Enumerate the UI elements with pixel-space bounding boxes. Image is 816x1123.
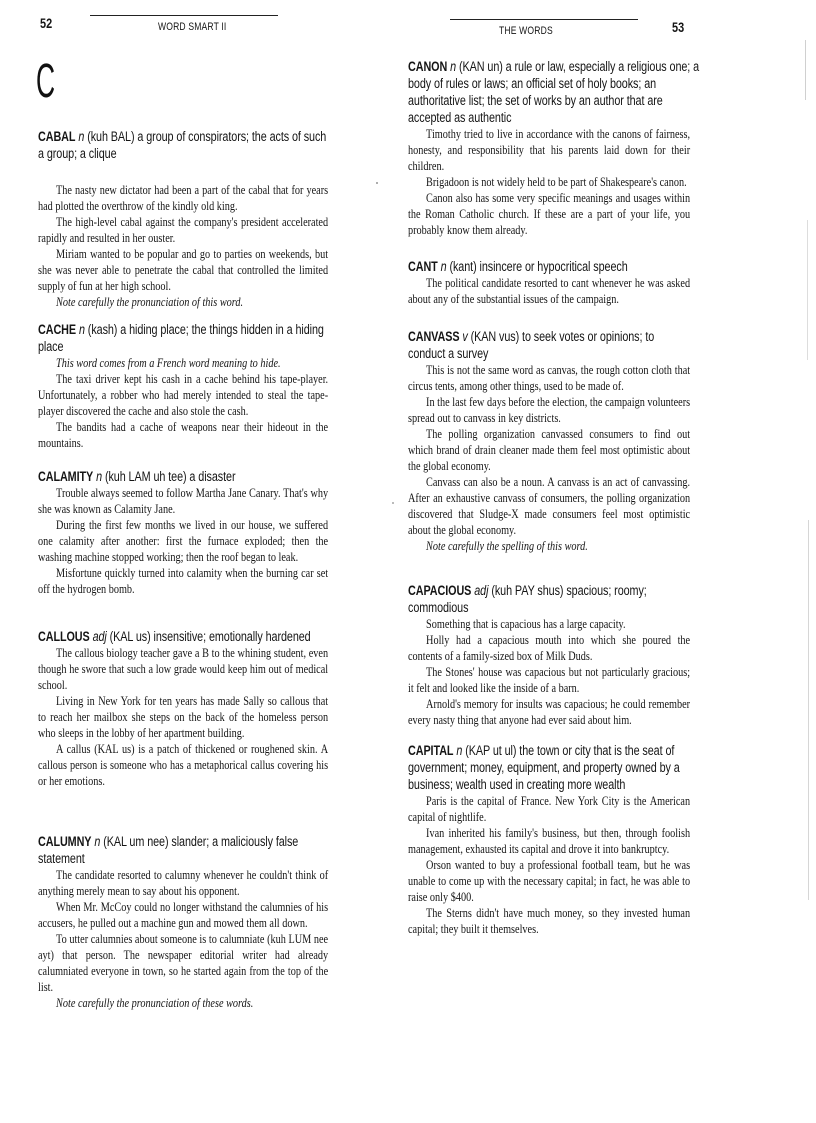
example-paragraph: Arnold's memory for insults was capacious; he could remember every nasty thing that anyone had ever said about him.	[408, 697, 691, 727]
part-of-speech: n	[440, 259, 447, 274]
scan-speck	[807, 220, 808, 360]
entry-calamity	[38, 468, 328, 597]
example-paragraph: During the first few months we lived in our house, we suffered one calamity after another: first the furnace exploded; then the washing machine stopped working; then the roof began to leak.	[38, 518, 329, 564]
example-paragraph: Something that is capacious has a large capacity.	[426, 617, 626, 631]
example-paragraph: The political candidate resorted to cant whenever he was asked about any of the substantial issues of the campaign.	[408, 276, 691, 306]
usage-note: Note carefully the pronunciation of this word.	[56, 295, 244, 309]
header-rule	[90, 15, 278, 16]
entry-body	[408, 275, 690, 307]
example-paragraph: Ivan inherited his family's business, but then, through foolish management, exhausted its capital and drove it into bankruptcy.	[408, 826, 691, 856]
scan-speck	[376, 182, 378, 184]
part-of-speech: n	[78, 322, 85, 337]
usage-note: This word comes from a French word meaning to hide.	[56, 356, 281, 370]
section-letter: C	[36, 55, 56, 108]
example-paragraph: Canon also has some very specific meanings and usages within the Roman Catholic church. If these are a part of your life, you probably know them already.	[408, 191, 691, 237]
headword: CANON	[408, 59, 448, 74]
definition: (KAP ut ul) the town or city that is the seat of government; money, equipment, and property owned by a business; wealth used in creating more wealth	[408, 743, 680, 792]
headword: CANT	[408, 259, 438, 274]
entry-definition-line	[408, 582, 690, 616]
example-paragraph: The taxi driver kept his cash in a cache behind his tape-player. Unfortunately, a robber who had merely intended to steal the tape-player discovered the cache and also stole the cash.	[38, 372, 329, 418]
page-number: 52	[40, 15, 53, 31]
entry-definition-line	[38, 128, 328, 162]
example-paragraph: Canvass can also be a noun. A canvass is an act of canvassing. After an exhaustive canvass of consumers, the polling organization discovered that Sludge-X made consumers feel most optimistic about the global economy.	[408, 475, 691, 537]
entry-body	[38, 867, 328, 1011]
scan-speck	[805, 40, 806, 100]
example-paragraph: In the last few days before the election, the campaign volunteers spread out to canvass in key districts.	[408, 395, 691, 425]
definition: (kant) insincere or hypocritical speech	[449, 259, 628, 274]
example-paragraph: Brigadoon is not widely held to be part of Shakespeare's canon.	[426, 175, 687, 189]
definition: (kash) a hiding place; the things hidden in a hiding place	[38, 322, 324, 354]
headword: CALUMNY	[38, 834, 92, 849]
definition: (kuh LAM uh tee) a disaster	[104, 469, 236, 484]
example-paragraph: This is not the same word as canvas, the rough cotton cloth that circus tents, among other things, used to be made of.	[408, 363, 691, 393]
entry-body	[408, 126, 690, 238]
headword: CABAL	[38, 129, 76, 144]
entry-body	[408, 362, 690, 554]
definition: (kuh PAY shus) spacious; roomy; commodious	[408, 583, 647, 615]
entry-callous	[38, 628, 328, 789]
usage-note: Note carefully the pronunciation of these words.	[56, 996, 254, 1010]
entry-body	[38, 182, 328, 310]
entry-capacious	[408, 582, 690, 728]
part-of-speech: adj	[474, 583, 489, 598]
example-paragraph: The Sterns didn't have much money, so they invested human capital; they built it themselves.	[408, 906, 691, 936]
running-head: THE WORDS	[499, 25, 553, 37]
entry-canvass	[408, 328, 690, 554]
headword: CAPACIOUS	[408, 583, 472, 598]
example-paragraph: Misfortune quickly turned into calamity when the burning car set off the hydrogen bomb.	[38, 566, 329, 596]
entry-definition-line	[38, 833, 328, 867]
entry-definition-line	[38, 321, 328, 355]
entry-body	[408, 616, 690, 728]
scan-speck	[392, 502, 394, 504]
example-paragraph: A callus (KAL us) is a patch of thickened or roughened skin. A callous person is someone who has a metaphorical callus covering his or her emotions.	[38, 742, 329, 788]
part-of-speech: n	[456, 743, 463, 758]
header-rule	[450, 19, 638, 20]
entry-cabal	[38, 128, 328, 310]
entry-cant	[408, 258, 690, 307]
entry-definition-line	[408, 58, 701, 126]
headword: CACHE	[38, 322, 77, 337]
example-paragraph: To utter calumnies about someone is to calumniate (kuh LUM nee ayt) that person. The newspaper editorial writer had already calumniated everyone in town, so he started again from the top of the list.	[38, 932, 329, 994]
example-paragraph: The Stones' house was capacious but not particularly gracious; it felt and looked like the inside of a barn.	[408, 665, 691, 695]
headword: CAPITAL	[408, 743, 454, 758]
example-paragraph: Orson wanted to buy a professional football team, but he was unable to come up with the necessary capital; in fact, he was able to raise only $400.	[408, 858, 691, 904]
entry-calumny	[38, 833, 328, 1011]
entry-definition-line	[408, 258, 690, 275]
example-paragraph: Miriam wanted to be popular and go to parties on weekends, but she was never able to penetrate the cabal that controlled the limited supply of fun at her high school.	[38, 247, 329, 293]
entry-body	[38, 645, 328, 789]
example-paragraph: The polling organization canvassed consumers to find out which brand of drain cleaner made them feel most optimistic about the global economy.	[408, 427, 691, 473]
entry-body	[38, 355, 328, 451]
entry-capital	[408, 742, 690, 937]
entry-definition-line	[408, 328, 690, 362]
example-paragraph: Living in New York for ten years has made Sally so callous that to reach her mailbox she steps on the back of the homeless person who sleeps in the lobby of her apartment building.	[38, 694, 329, 740]
part-of-speech: n	[450, 59, 457, 74]
part-of-speech: n	[78, 129, 85, 144]
definition: (KAL um nee) slander; a maliciously false statement	[38, 834, 299, 866]
example-paragraph: Paris is the capital of France. New York City is the American capital of nightlife.	[408, 794, 691, 824]
definition: (KAN vus) to seek votes or opinions; to conduct a survey	[408, 329, 655, 361]
left-column	[38, 128, 329, 1010]
entry-definition-line	[38, 628, 328, 645]
part-of-speech: adj	[92, 629, 107, 644]
entry-definition-line	[38, 468, 328, 485]
entry-canon	[408, 58, 700, 238]
example-paragraph: The bandits had a cache of weapons near their hideout in the mountains.	[38, 420, 329, 450]
entry-body	[38, 485, 328, 597]
part-of-speech: v	[462, 329, 468, 344]
entry-definition-line	[408, 742, 690, 793]
scan-speck	[808, 520, 809, 900]
entry-body	[408, 793, 690, 937]
part-of-speech: n	[96, 469, 103, 484]
example-paragraph: Holly had a capacious mouth into which she poured the contents of a family-sized box of Milk Duds.	[408, 633, 691, 663]
example-paragraph: Timothy tried to live in accordance with the canons of fairness, honesty, and responsibility that his parents laid down for their children.	[408, 127, 691, 173]
definition: (KAN un) a rule or law, especially a religious one; a body of rules or laws; an official set of holy books; an authoritative list; the set of works by an author that are accepted as authentic	[408, 59, 700, 125]
headword: CALAMITY	[38, 469, 94, 484]
headword: CANVASS	[408, 329, 460, 344]
definition: (kuh BAL) a group of conspirators; the acts of such a group; a clique	[38, 129, 327, 161]
part-of-speech: n	[94, 834, 101, 849]
example-paragraph: The callous biology teacher gave a B to the whining student, even though he swore that such a low grade would keep him out of medical school.	[38, 646, 329, 692]
running-head: WORD SMART II	[158, 21, 227, 33]
page-number: 53	[672, 19, 685, 35]
usage-note: Note carefully the spelling of this word.	[426, 539, 588, 553]
example-paragraph: The high-level cabal against the company's president accelerated rapidly and resulted in her ouster.	[38, 215, 329, 245]
definition: (KAL us) insensitive; emotionally hardened	[109, 629, 311, 644]
headword: CALLOUS	[38, 629, 90, 644]
entry-cache	[38, 321, 328, 451]
example-paragraph: The nasty new dictator had been a part of the cabal that for years had plotted the overthrow of the kindly old king.	[38, 183, 329, 213]
example-paragraph: The candidate resorted to calumny whenever he couldn't think of anything merely mean to say about his opponent.	[38, 868, 329, 898]
right-column	[408, 58, 700, 936]
example-paragraph: When Mr. McCoy could no longer withstand the calumnies of his accusers, he pulled out a machine gun and mowed them all down.	[38, 900, 329, 930]
example-paragraph: Trouble always seemed to follow Martha Jane Canary. That's why she was known as Calamity Jane.	[38, 486, 329, 516]
